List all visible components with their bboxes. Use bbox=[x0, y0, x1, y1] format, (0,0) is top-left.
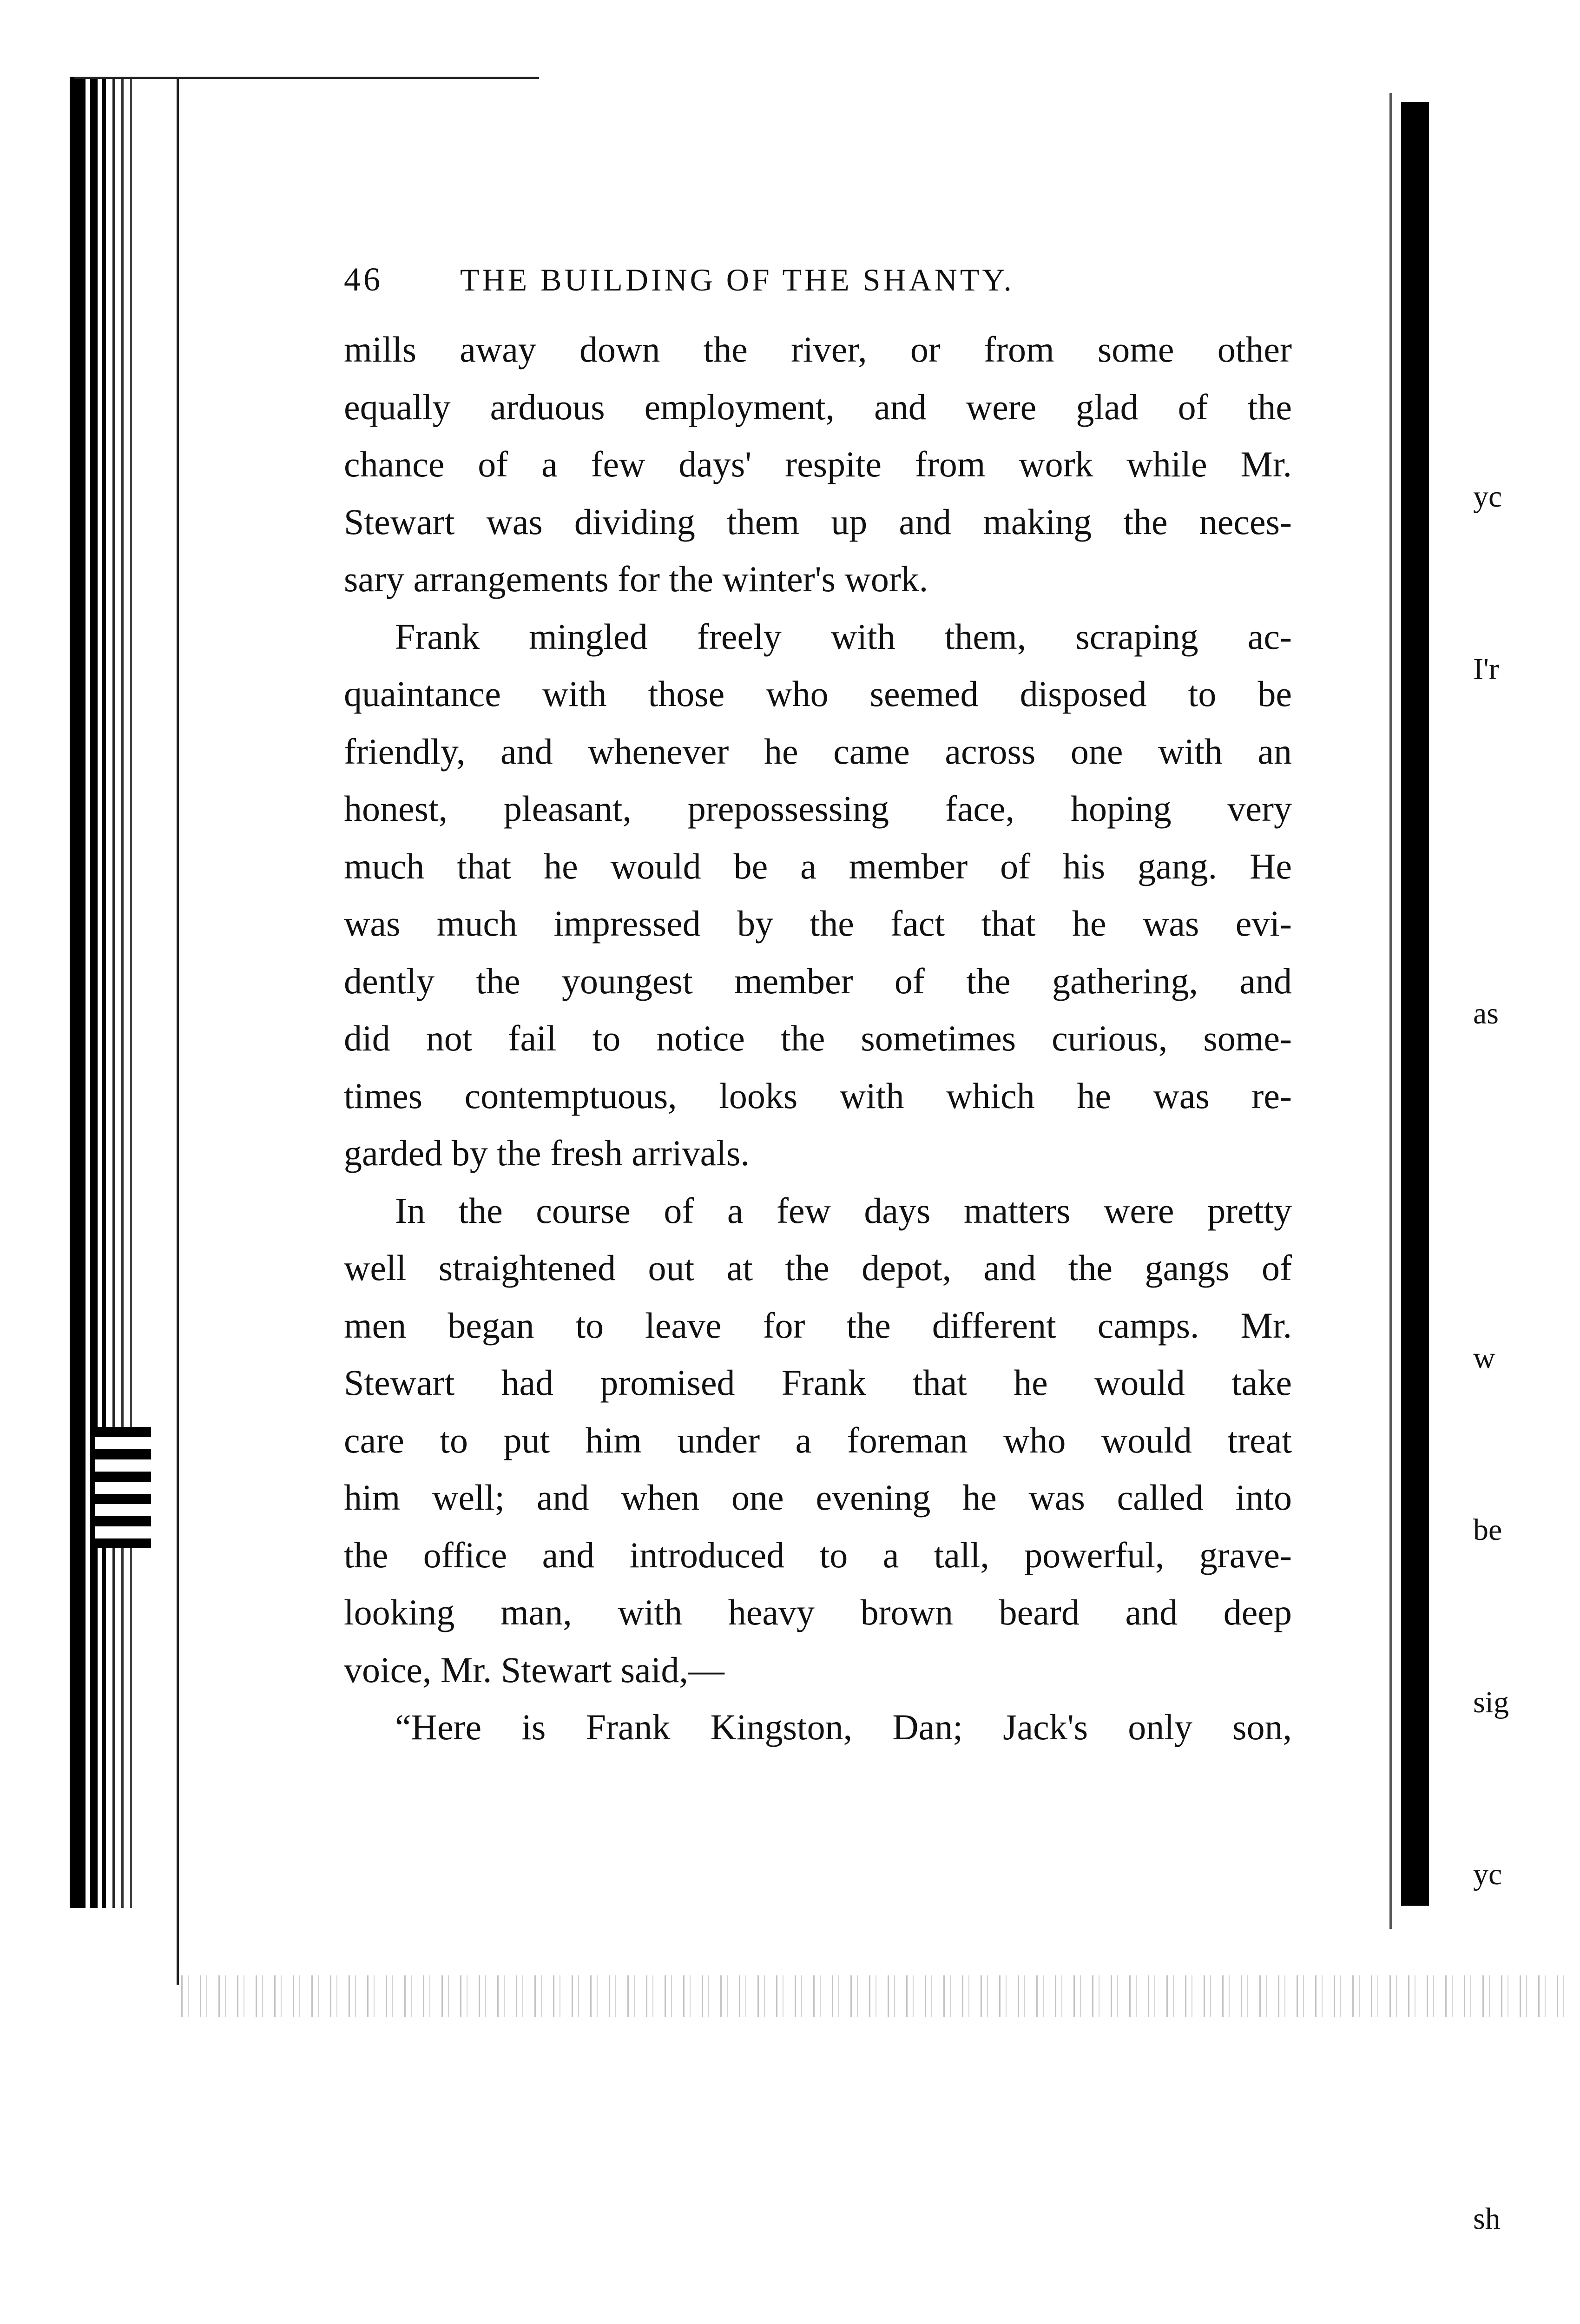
text-line: quaintance with those who seemed disposed to be bbox=[344, 673, 1292, 714]
text-line: men began to leave for the different camps. Mr. bbox=[344, 1305, 1292, 1346]
book-page bbox=[344, 260, 1292, 1756]
text-line: In the course of a few days matters were pretty bbox=[395, 1190, 1292, 1231]
page-edge-top bbox=[74, 77, 539, 79]
text-line: “Here is Frank Kingston, Dan; Jack's only son, bbox=[395, 1707, 1292, 1747]
gutter-edge bbox=[1389, 93, 1392, 1929]
text-line: Frank mingled freely with them, scraping ac- bbox=[395, 616, 1292, 657]
page-number: 46 bbox=[344, 261, 383, 298]
binding-shadow bbox=[70, 77, 158, 1908]
facing-line: sig bbox=[1473, 1685, 1509, 1719]
text-line: equally arduous employment, and were glad of the bbox=[344, 386, 1292, 427]
running-head: THE BUILDING OF THE SHANTY. bbox=[460, 262, 1014, 297]
text-line: dently the youngest member of the gathering, and bbox=[344, 960, 1292, 1001]
text-line: well straightened out at the depot, and the gangs of bbox=[344, 1248, 1292, 1288]
scan-artifact-ticks bbox=[95, 1427, 151, 1548]
scan-noise-bottom bbox=[181, 1975, 1566, 2017]
facing-line: be bbox=[1473, 1513, 1502, 1547]
text-line: Stewart had promised Frank that he would take bbox=[344, 1362, 1292, 1403]
text-line: him well; and when one evening he was called into bbox=[344, 1477, 1292, 1518]
facing-line: yc bbox=[1473, 480, 1502, 514]
text-line: much that he would be a member of his gang. He bbox=[344, 845, 1292, 886]
text-line: was much impressed by the fact that he was evi- bbox=[344, 903, 1292, 944]
text-line: Stewart was dividing them up and making the neces- bbox=[344, 501, 1292, 542]
text-line: honest, pleasant, prepossessing face, hoping very bbox=[344, 788, 1292, 829]
body-text bbox=[344, 321, 1292, 1756]
text-line: chance of a few days' respite from work while Mr. bbox=[344, 444, 1292, 484]
facing-line bbox=[1473, 2018, 1580, 2076]
text-line: garded by the fresh arrivals. bbox=[344, 1133, 750, 1173]
text-line: looking man, with heavy brown beard and deep bbox=[344, 1592, 1292, 1632]
text-line: the office and introduced to a tall, powerful, grave- bbox=[344, 1534, 1292, 1575]
text-line: did not fail to notice the sometimes curious, some- bbox=[344, 1018, 1292, 1058]
text-line: times contemptuous, looks with which he was re- bbox=[344, 1075, 1292, 1116]
facing-line: I'r bbox=[1473, 652, 1499, 686]
text-line: friendly, and whenever he came across one with an bbox=[344, 731, 1292, 772]
text-line: voice, Mr. Stewart said,— bbox=[344, 1649, 724, 1690]
paragraph-4 bbox=[344, 1698, 1292, 1756]
text-line: mills away down the river, or from some other bbox=[344, 329, 1292, 370]
facing-line: sh bbox=[1473, 2202, 1501, 2236]
facing-line: as bbox=[1473, 996, 1499, 1030]
facing-line bbox=[1473, 1157, 1580, 1215]
page-header bbox=[344, 260, 1292, 321]
facing-line bbox=[1473, 812, 1580, 870]
gutter-shadow bbox=[1401, 102, 1429, 1906]
paragraph-3 bbox=[344, 1182, 1292, 1699]
facing-page-fragment bbox=[1473, 353, 1580, 2324]
paragraph-1 bbox=[344, 321, 1292, 608]
text-line: sary arrangements for the winter's work. bbox=[344, 559, 928, 599]
facing-line: yc bbox=[1473, 1857, 1502, 1891]
text-line: care to put him under a foreman who would treat bbox=[344, 1419, 1292, 1460]
paragraph-2 bbox=[344, 608, 1292, 1182]
facing-line: w bbox=[1473, 1340, 1495, 1375]
page-edge-left bbox=[177, 79, 179, 1985]
